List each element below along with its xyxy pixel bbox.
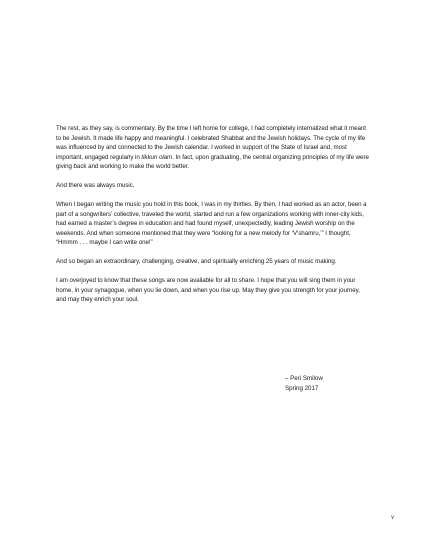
author-name: – Peri Smilow <box>285 375 323 382</box>
paragraph-commentary-start: The rest, as they say, is commentary. By the time I left home for college, I had completely internalized what it meant to be Jewish. It made life happy and meaningful. I celebrated Shabbat and the Jewish holidays. The cycle of my life was influenced by and connected to the Jewish calendar. I worked in support of the State of Israel and, most important, engaged regularly in <box>56 125 366 161</box>
paragraph-writing-music: When I began writing the music you hold in this book, I was in my thirties. By then, I had worked as an actor, been a part of a songwriters’ collective, traveled the world, started and run a few organizations working with inner-city kids, had earned a master’s degree in education and had found myself, unexpectedly, leading Jewish worship on the weekends. And when someone mentioned that they were “looking for a new melody for ‘V’shamru,’” I thought, “Hmmm . . . maybe I can write one!” <box>56 201 367 246</box>
page-number: v <box>391 513 395 521</box>
paragraph-music: And there was always music. <box>56 182 135 189</box>
body-text <box>56 124 370 314</box>
signature-block <box>285 374 323 393</box>
paragraph-commentary-end: . In fact, upon graduating, the central organizing principles of my life were giving back and working to make the world better. <box>56 153 369 170</box>
tikkun-olam-term: tikkun olam <box>141 153 173 161</box>
paragraph-music-making: And so began an extraordinary, challenging, creative, and spiritually enriching 25 years of music making. <box>56 258 337 265</box>
signature-date: Spring 2017 <box>285 384 319 392</box>
paragraph-overjoyed: I am overjoyed to know that these songs are now available for all to share. I hope that you will sing them in your home, in your synagogue, when you lie down, and when you rise up. May they give you strength for your journey, and may they enrich your soul. <box>56 277 360 303</box>
paragraph-commentary <box>56 124 370 172</box>
